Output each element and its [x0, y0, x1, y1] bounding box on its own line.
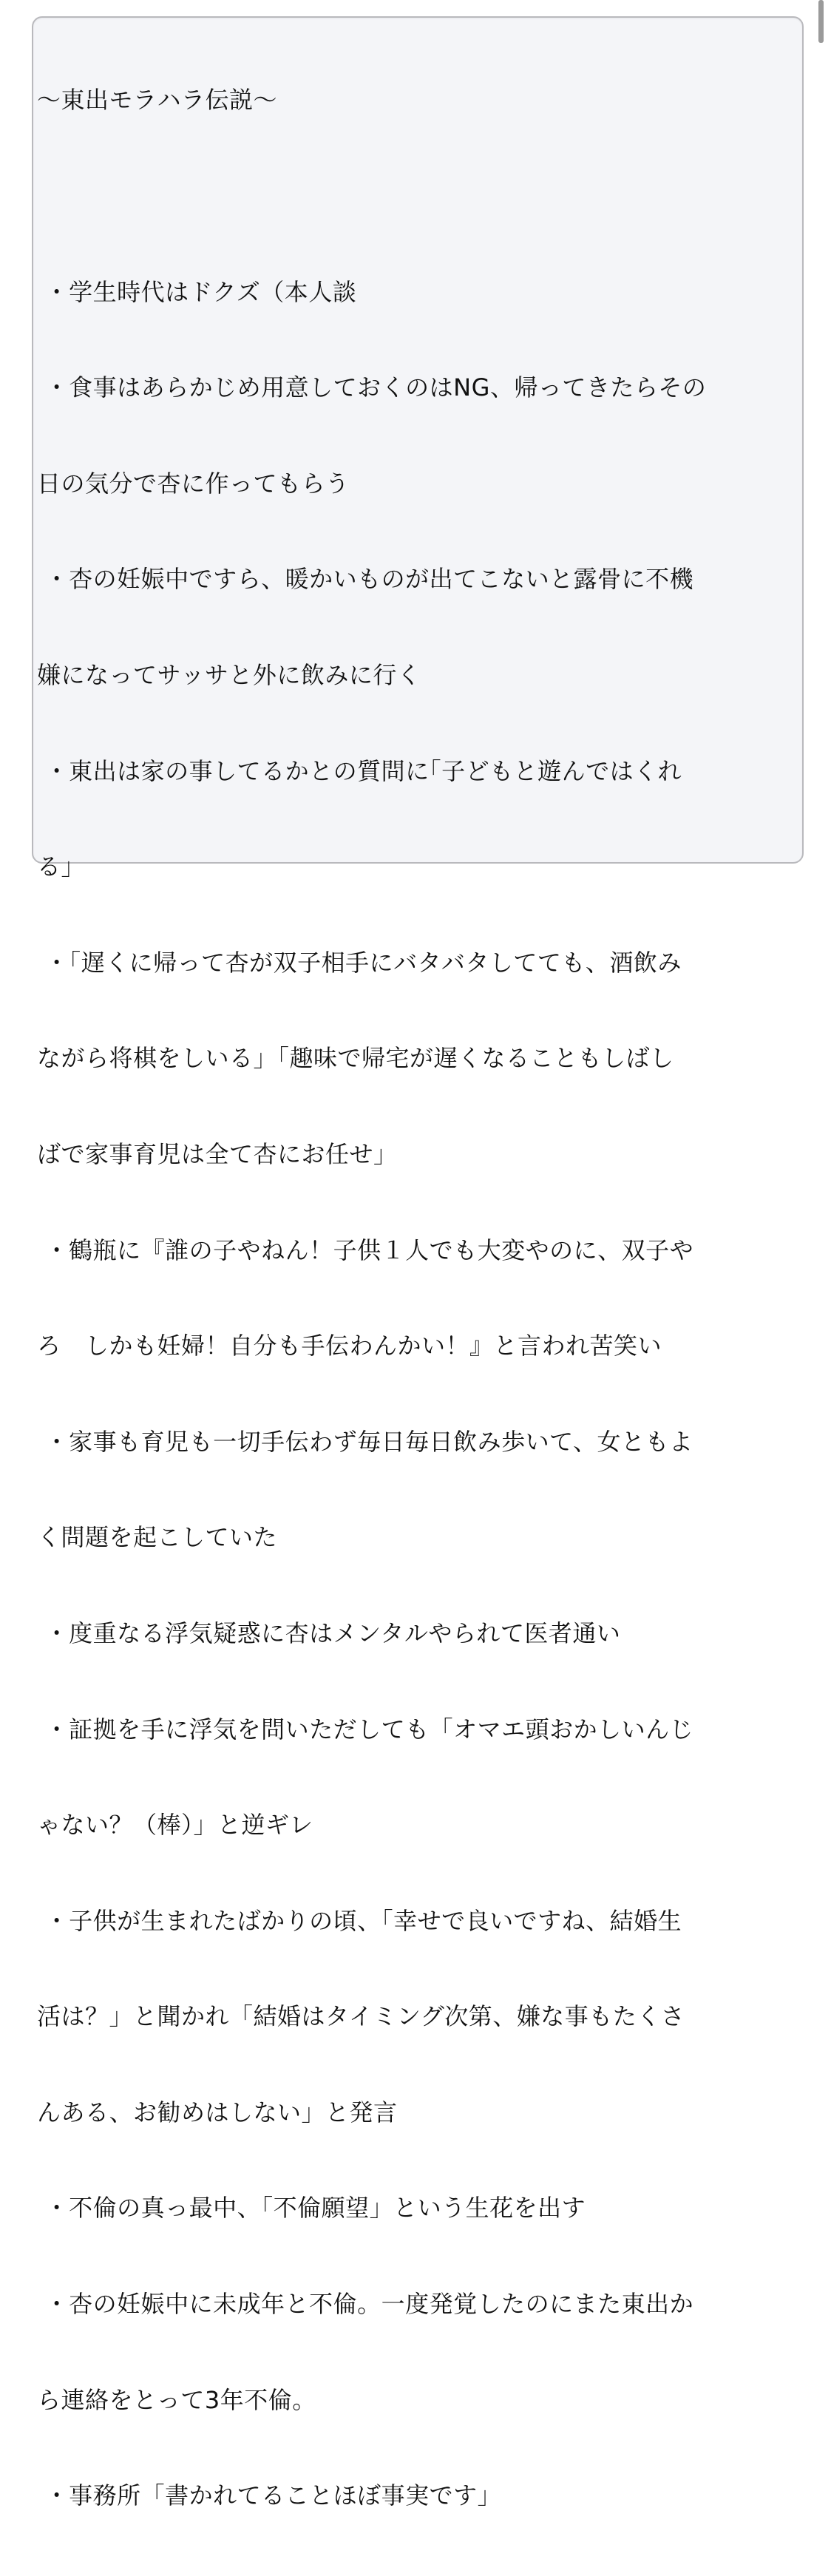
post-line: る｣ [37, 853, 74, 881]
post-line: ながら将棋をしいる」「趣味で帰宅が遅くなることもしばし [37, 1044, 674, 1073]
post-line: ・家事も育児も一切手伝わず毎日毎日飲み歩いて、女ともよ [37, 1427, 693, 1456]
blank-line [37, 180, 799, 212]
post-line: ろ しかも妊婦！自分も手伝わんかい！』と言われ苦笑い [37, 1332, 662, 1360]
post-line: ばで家事育児は全て杏にお任せ」 [37, 1139, 398, 1168]
scrollbar-thumb[interactable] [818, 0, 824, 43]
post-line: ・度重なる浮気疑惑に杏はメンタルやられて医者通い [37, 1619, 621, 1647]
post-line: 日の気分で杏に作ってもらう [37, 469, 350, 498]
post-line: く問題を起こしていた [37, 1523, 278, 1552]
post-line: ら連絡をとって3年不倫。 [37, 2385, 316, 2414]
post-line: ・事務所「書かれてることほぼ事実です」 [37, 2481, 502, 2510]
post-line: ・「遅くに帰って杏が双子相手にバタバタしてても、酒飲み [37, 948, 682, 977]
post-line: 活は？」と聞かれ「結婚はタイミング次第、嫌な事もたくさ [37, 2002, 685, 2031]
post-line: ゃない？（棒）」と逆ギレ [37, 1811, 313, 1840]
post-line: ・杏の妊娠中に未成年と不倫。一度発覚したのにまた東出か [37, 2290, 694, 2319]
post-line: ・不倫の真っ最中、「不倫願望」という生花を出す [37, 2194, 586, 2223]
post-line: ・東出は家の事してるかとの質問に｢子どもと遊んではくれ [37, 756, 682, 785]
post-line: 嫌になってサッサと外に飲みに行く [37, 660, 421, 689]
post-line: ・証拠を手に浮気を問いただしても「オマエ頭おかしいんじ [37, 1715, 694, 1743]
post-line: ・食事はあらかじめ用意しておくのはNG、帰ってきたらその [37, 373, 707, 402]
post-title: ～東出モラハラ伝説～ [37, 86, 278, 115]
post-body [37, 21, 799, 2576]
post-line: んある、お勧めはしない」と発言 [37, 2098, 398, 2126]
post-line: ・学生時代はドクズ（本人談 [37, 277, 357, 306]
post-line: ・鶴瓶に『誰の子やねん！子供１人でも大変やのに、双子や [37, 1236, 694, 1264]
post-line: ・杏の妊娠中ですら、暖かいものが出てこないと露骨に不機 [37, 565, 694, 594]
post-text-box [32, 16, 804, 2510]
post-line: ・子供が生まれたばかりの頃、「幸せで良いですね、結婚生 [37, 1906, 682, 1935]
